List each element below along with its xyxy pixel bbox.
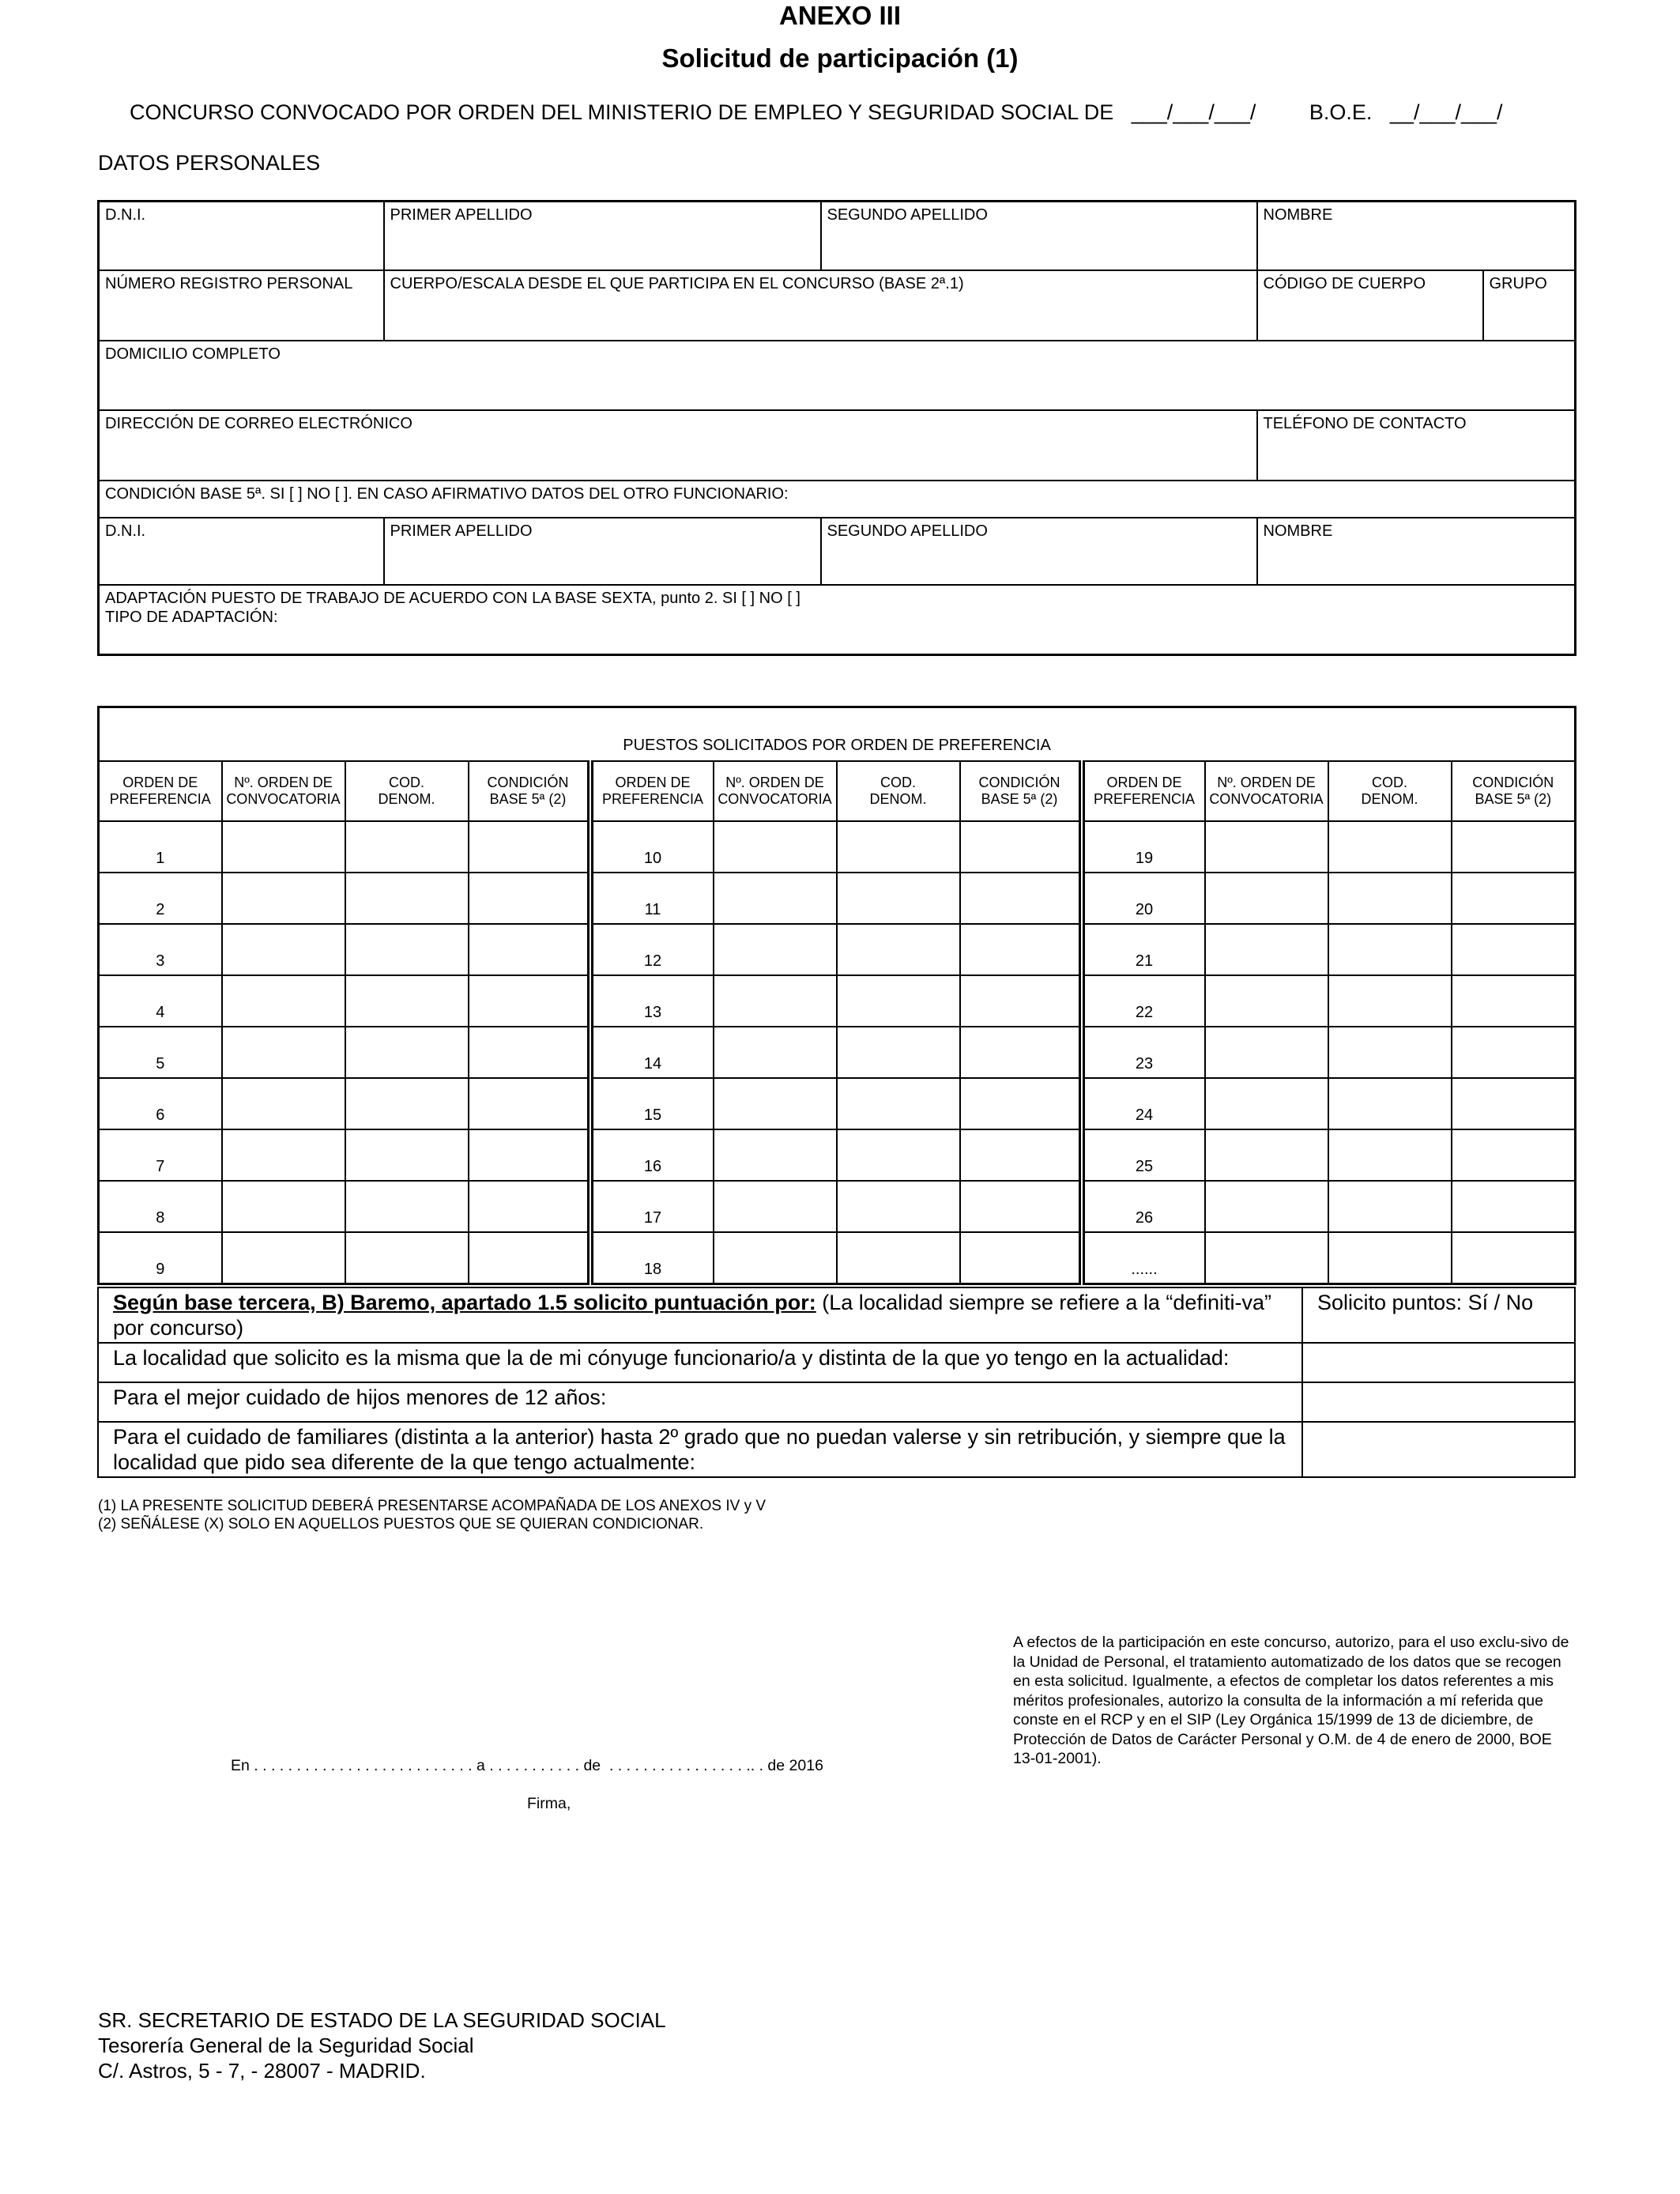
cod-denom-cell[interactable] xyxy=(837,1181,960,1232)
cod-denom-cell[interactable] xyxy=(837,821,960,873)
orden-convocatoria-cell[interactable] xyxy=(714,1232,837,1284)
orden-convocatoria-cell[interactable] xyxy=(714,1078,837,1129)
preference-number: 26 xyxy=(1082,1181,1205,1232)
consent-text: A efectos de la participación en este concurso, autorizo, para el uso exclu-sivo de la Unidad de Personal, el tratamiento automatizado de los datos que se recogen en esta solicitud. Igualmente, a efectos de completar los datos referentes a mis méritos profesionales, autorizo la consulta de la información a mí referida que conste en el RCP y en el SIP (Ley Orgánica 15/1999 de 13 de diciembre, de Protección de Datos de Carácter Personal y O.M. de 4 de enero de 2000, BOE 13-01-2001). xyxy=(1013,1634,1569,1767)
header-orden-preferencia: ORDEN DE PREFERENCIA xyxy=(99,761,222,821)
header-condicion: CONDICIÓN BASE 5ª (2) xyxy=(960,761,1082,821)
annex-title: ANEXO III xyxy=(778,1,902,30)
orden-convocatoria-cell[interactable] xyxy=(1205,924,1328,975)
baremo-answer-conyuge[interactable] xyxy=(1302,1343,1575,1382)
orden-convocatoria-cell[interactable] xyxy=(222,821,345,873)
cod-denom-cell[interactable] xyxy=(345,975,469,1027)
preference-number: 12 xyxy=(590,924,714,975)
cod-denom-cell[interactable] xyxy=(837,1129,960,1181)
table-row xyxy=(99,1232,1576,1284)
orden-convocatoria-cell[interactable] xyxy=(222,975,345,1027)
personal-data-table xyxy=(97,200,1576,656)
preference-number: 17 xyxy=(590,1181,714,1232)
puestos-title: PUESTOS SOLICITADOS POR ORDEN DE PREFERENCIA xyxy=(99,707,1576,762)
footnote-1: (1) LA PRESENTE SOLICITUD DEBERÁ PRESENTARSE ACOMPAÑADA DE LOS ANEXOS IV y V xyxy=(98,1498,767,1514)
solicito-puntos-header: Solicito puntos: Sí / No xyxy=(1302,1287,1575,1343)
condicion-cell[interactable] xyxy=(1452,873,1576,924)
grupo-field[interactable]: GRUPO xyxy=(1483,270,1576,341)
condicion-cell[interactable] xyxy=(960,1078,1082,1129)
table-row xyxy=(99,924,1576,975)
cod-denom-cell[interactable] xyxy=(1328,873,1452,924)
telefono-field[interactable]: TELÉFONO DE CONTACTO xyxy=(1257,410,1576,481)
cod-denom-cell[interactable] xyxy=(1328,1027,1452,1078)
header-condicion: CONDICIÓN BASE 5ª (2) xyxy=(1452,761,1576,821)
preference-number: 6 xyxy=(99,1078,222,1129)
address-line-1: SR. SECRETARIO DE ESTADO DE LA SEGURIDAD SOCIAL xyxy=(98,2008,666,2032)
table-row xyxy=(99,1078,1576,1129)
nombre-field[interactable]: NOMBRE xyxy=(1257,202,1576,270)
puestos-table xyxy=(97,706,1576,1285)
preference-number: 5 xyxy=(99,1027,222,1078)
orden-convocatoria-cell[interactable] xyxy=(1205,1078,1328,1129)
table-row xyxy=(99,975,1576,1027)
condicion-cell[interactable] xyxy=(960,1181,1082,1232)
otro-dni-field[interactable]: D.N.I. xyxy=(99,518,384,585)
cod-denom-cell[interactable] xyxy=(1328,1129,1452,1181)
cod-denom-cell[interactable] xyxy=(345,924,469,975)
orden-convocatoria-cell[interactable] xyxy=(714,975,837,1027)
segundo-apellido-field[interactable]: SEGUNDO APELLIDO xyxy=(821,202,1257,270)
place-date-line[interactable]: En . . . . . . . . . . . . . . . . . . . . . . . . . . a . . . . . . . . . . . de . . . . . . . . . . . . . . . . .. . de 2016 xyxy=(231,1757,823,1774)
cod-denom-cell[interactable] xyxy=(345,873,469,924)
baremo-heading xyxy=(98,1287,1302,1343)
condicion-cell[interactable] xyxy=(960,1129,1082,1181)
otro-nombre-field[interactable]: NOMBRE xyxy=(1257,518,1576,585)
preference-number: 3 xyxy=(99,924,222,975)
header-orden-convocatoria: Nº. ORDEN DE CONVOCATORIA xyxy=(1205,761,1328,821)
preference-number: 24 xyxy=(1082,1078,1205,1129)
orden-convocatoria-cell[interactable] xyxy=(1205,873,1328,924)
header-cod-denom: COD. DENOM. xyxy=(1328,761,1452,821)
header-cod-denom: COD. DENOM. xyxy=(345,761,469,821)
orden-convocatoria-cell[interactable] xyxy=(222,1181,345,1232)
condicion-cell[interactable] xyxy=(1452,1027,1576,1078)
orden-convocatoria-cell[interactable] xyxy=(222,1078,345,1129)
preference-number: 18 xyxy=(590,1232,714,1284)
baremo-heading-bold: Según base tercera, B) Baremo, apartado 1.5 solicito puntuación por: xyxy=(113,1291,816,1314)
orden-convocatoria-cell[interactable] xyxy=(1205,1129,1328,1181)
orden-convocatoria-cell[interactable] xyxy=(1205,821,1328,873)
preference-number: 15 xyxy=(590,1078,714,1129)
section-personal-label: DATOS PERSONALES xyxy=(98,151,321,175)
preference-number: 20 xyxy=(1082,873,1205,924)
orden-convocatoria-cell[interactable] xyxy=(714,821,837,873)
condicion-cell[interactable] xyxy=(469,1129,590,1181)
table-row xyxy=(99,1129,1576,1181)
table-row xyxy=(99,1181,1576,1232)
preference-number: 23 xyxy=(1082,1027,1205,1078)
preference-number: 21 xyxy=(1082,924,1205,975)
orden-convocatoria-cell[interactable] xyxy=(222,1129,345,1181)
condicion-cell[interactable] xyxy=(1452,975,1576,1027)
condicion-cell[interactable] xyxy=(1452,1078,1576,1129)
condicion-cell[interactable] xyxy=(1452,1232,1576,1284)
header-orden-convocatoria: Nº. ORDEN DE CONVOCATORIA xyxy=(714,761,837,821)
condicion-base-field[interactable]: CONDICIÓN BASE 5ª. SI [ ] NO [ ]. EN CASO AFIRMATIVO DATOS DEL OTRO FUNCIONARIO: xyxy=(99,481,1576,518)
puestos-body xyxy=(99,821,1576,1284)
baremo-item-conyuge: La localidad que solicito es la misma que la de mi cónyuge funcionario/a y distinta de la que yo tengo en la actualidad: xyxy=(98,1343,1302,1382)
address-line-3: C/. Astros, 5 - 7, - 28007 - MADRID. xyxy=(98,2059,426,2083)
condicion-cell[interactable] xyxy=(1452,924,1576,975)
preference-number: 2 xyxy=(99,873,222,924)
cod-denom-cell[interactable] xyxy=(1328,975,1452,1027)
condicion-cell[interactable] xyxy=(469,1027,590,1078)
condicion-cell[interactable] xyxy=(960,1232,1082,1284)
orden-convocatoria-cell[interactable] xyxy=(714,1181,837,1232)
condicion-cell[interactable] xyxy=(469,975,590,1027)
header-cod-denom: COD. DENOM. xyxy=(837,761,960,821)
form-title: Solicitud de participación (1) xyxy=(661,43,1019,73)
preference-number: 7 xyxy=(99,1129,222,1181)
primer-apellido-field[interactable]: PRIMER APELLIDO xyxy=(384,202,821,270)
condicion-cell[interactable] xyxy=(469,873,590,924)
header-condicion: CONDICIÓN BASE 5ª (2) xyxy=(469,761,590,821)
baremo-table xyxy=(97,1287,1576,1478)
header-orden-preferencia: ORDEN DE PREFERENCIA xyxy=(1082,761,1205,821)
preference-number: 9 xyxy=(99,1232,222,1284)
email-field[interactable]: DIRECCIÓN DE CORREO ELECTRÓNICO xyxy=(99,410,1257,481)
condicion-cell[interactable] xyxy=(469,1181,590,1232)
condicion-cell[interactable] xyxy=(1452,821,1576,873)
orden-convocatoria-cell[interactable] xyxy=(1205,1232,1328,1284)
cod-denom-cell[interactable] xyxy=(837,1078,960,1129)
cod-denom-cell[interactable] xyxy=(345,821,469,873)
codigo-cuerpo-field[interactable]: CÓDIGO DE CUERPO xyxy=(1257,270,1483,341)
header-orden-convocatoria: Nº. ORDEN DE CONVOCATORIA xyxy=(222,761,345,821)
cod-denom-cell[interactable] xyxy=(837,873,960,924)
preference-number: 16 xyxy=(590,1129,714,1181)
condicion-cell[interactable] xyxy=(469,924,590,975)
nrp-field[interactable]: NÚMERO REGISTRO PERSONAL xyxy=(99,270,384,341)
cod-denom-cell[interactable] xyxy=(837,1027,960,1078)
cod-denom-cell[interactable] xyxy=(837,924,960,975)
footnotes xyxy=(98,1497,766,1533)
orden-convocatoria-cell[interactable] xyxy=(714,873,837,924)
condicion-cell[interactable] xyxy=(960,1027,1082,1078)
condicion-cell[interactable] xyxy=(960,873,1082,924)
table-row xyxy=(99,1027,1576,1078)
cod-denom-cell[interactable] xyxy=(345,1078,469,1129)
condicion-cell[interactable] xyxy=(469,821,590,873)
firma-label: Firma, xyxy=(527,1795,571,1812)
condicion-cell[interactable] xyxy=(1452,1129,1576,1181)
cod-denom-cell[interactable] xyxy=(1328,821,1452,873)
orden-convocatoria-cell[interactable] xyxy=(714,924,837,975)
preference-number: 13 xyxy=(590,975,714,1027)
cod-denom-cell[interactable] xyxy=(1328,924,1452,975)
cod-denom-cell[interactable] xyxy=(837,1232,960,1284)
preference-number: 8 xyxy=(99,1181,222,1232)
orden-convocatoria-cell[interactable] xyxy=(222,1232,345,1284)
header-orden-preferencia: ORDEN DE PREFERENCIA xyxy=(590,761,714,821)
dni-field[interactable]: D.N.I. xyxy=(99,202,384,270)
condicion-cell[interactable] xyxy=(960,821,1082,873)
footnote-2: (2) SEÑÁLESE (X) SOLO EN AQUELLOS PUESTOS QUE SE QUIERAN CONDICIONAR. xyxy=(98,1516,704,1532)
condicion-cell[interactable] xyxy=(469,1232,590,1284)
orden-convocatoria-cell[interactable] xyxy=(222,1027,345,1078)
preference-number: 19 xyxy=(1082,821,1205,873)
cod-denom-cell[interactable] xyxy=(837,975,960,1027)
cod-denom-cell[interactable] xyxy=(345,1027,469,1078)
condicion-cell[interactable] xyxy=(960,924,1082,975)
otro-primer-apellido-field[interactable]: PRIMER APELLIDO xyxy=(384,518,821,585)
cod-denom-cell[interactable] xyxy=(345,1181,469,1232)
orden-convocatoria-cell[interactable] xyxy=(714,1129,837,1181)
orden-convocatoria-cell[interactable] xyxy=(222,873,345,924)
preference-number: 25 xyxy=(1082,1129,1205,1181)
baremo-answer-familiares[interactable] xyxy=(1302,1422,1575,1477)
cod-denom-cell[interactable] xyxy=(345,1232,469,1284)
baremo-item-familiares: Para el cuidado de familiares (distinta a la anterior) hasta 2º grado que no puedan valerse y sin retribución, y siempre que la localidad que pido sea diferente de la que tengo actualmente: xyxy=(98,1422,1302,1477)
address-line-2: Tesorería General de la Seguridad Social xyxy=(98,2034,474,2057)
orden-convocatoria-cell[interactable] xyxy=(1205,975,1328,1027)
orden-convocatoria-cell[interactable] xyxy=(714,1027,837,1078)
baremo-item-hijos: Para el mejor cuidado de hijos menores de 12 años: xyxy=(98,1382,1302,1422)
cod-denom-cell[interactable] xyxy=(345,1129,469,1181)
concurso-line: CONCURSO CONVOCADO POR ORDEN DEL MINISTERIO DE EMPLEO Y SEGURIDAD SOCIAL DE ___/___/___/ B.O.E. __/___/___/ xyxy=(130,100,1503,124)
preference-number: 22 xyxy=(1082,975,1205,1027)
preference-number: 1 xyxy=(99,821,222,873)
table-row xyxy=(99,821,1576,873)
orden-convocatoria-cell[interactable] xyxy=(1205,1181,1328,1232)
otro-segundo-apellido-field[interactable]: SEGUNDO APELLIDO xyxy=(821,518,1257,585)
cuerpo-field[interactable]: CUERPO/ESCALA DESDE EL QUE PARTICIPA EN EL CONCURSO (BASE 2ª.1) xyxy=(384,270,1257,341)
table-row xyxy=(99,873,1576,924)
condicion-cell[interactable] xyxy=(1452,1181,1576,1232)
adaptacion-field[interactable] xyxy=(99,585,1576,655)
preference-number: ...... xyxy=(1082,1232,1205,1284)
orden-convocatoria-cell[interactable] xyxy=(1205,1027,1328,1078)
cod-denom-cell[interactable] xyxy=(1328,1232,1452,1284)
cod-denom-cell[interactable] xyxy=(1328,1181,1452,1232)
domicilio-field[interactable]: DOMICILIO COMPLETO xyxy=(99,341,1576,410)
preference-number: 4 xyxy=(99,975,222,1027)
condicion-cell[interactable] xyxy=(469,1078,590,1129)
preference-number: 10 xyxy=(590,821,714,873)
baremo-heading-rest: (La localidad siempre se refiere a la “definiti-va” por concurso) xyxy=(113,1291,1271,1340)
condicion-cell[interactable] xyxy=(960,975,1082,1027)
tipo-adaptacion-label: TIPO DE ADAPTACIÓN: xyxy=(105,608,278,626)
cod-denom-cell[interactable] xyxy=(1328,1078,1452,1129)
adaptacion-label: ADAPTACIÓN PUESTO DE TRABAJO DE ACUERDO CON LA BASE SEXTA, punto 2. SI [ ] NO [ ] xyxy=(105,589,800,607)
preference-number: 11 xyxy=(590,873,714,924)
baremo-answer-hijos[interactable] xyxy=(1302,1382,1575,1422)
recipient-address xyxy=(98,2007,666,2083)
orden-convocatoria-cell[interactable] xyxy=(222,924,345,975)
preference-number: 14 xyxy=(590,1027,714,1078)
